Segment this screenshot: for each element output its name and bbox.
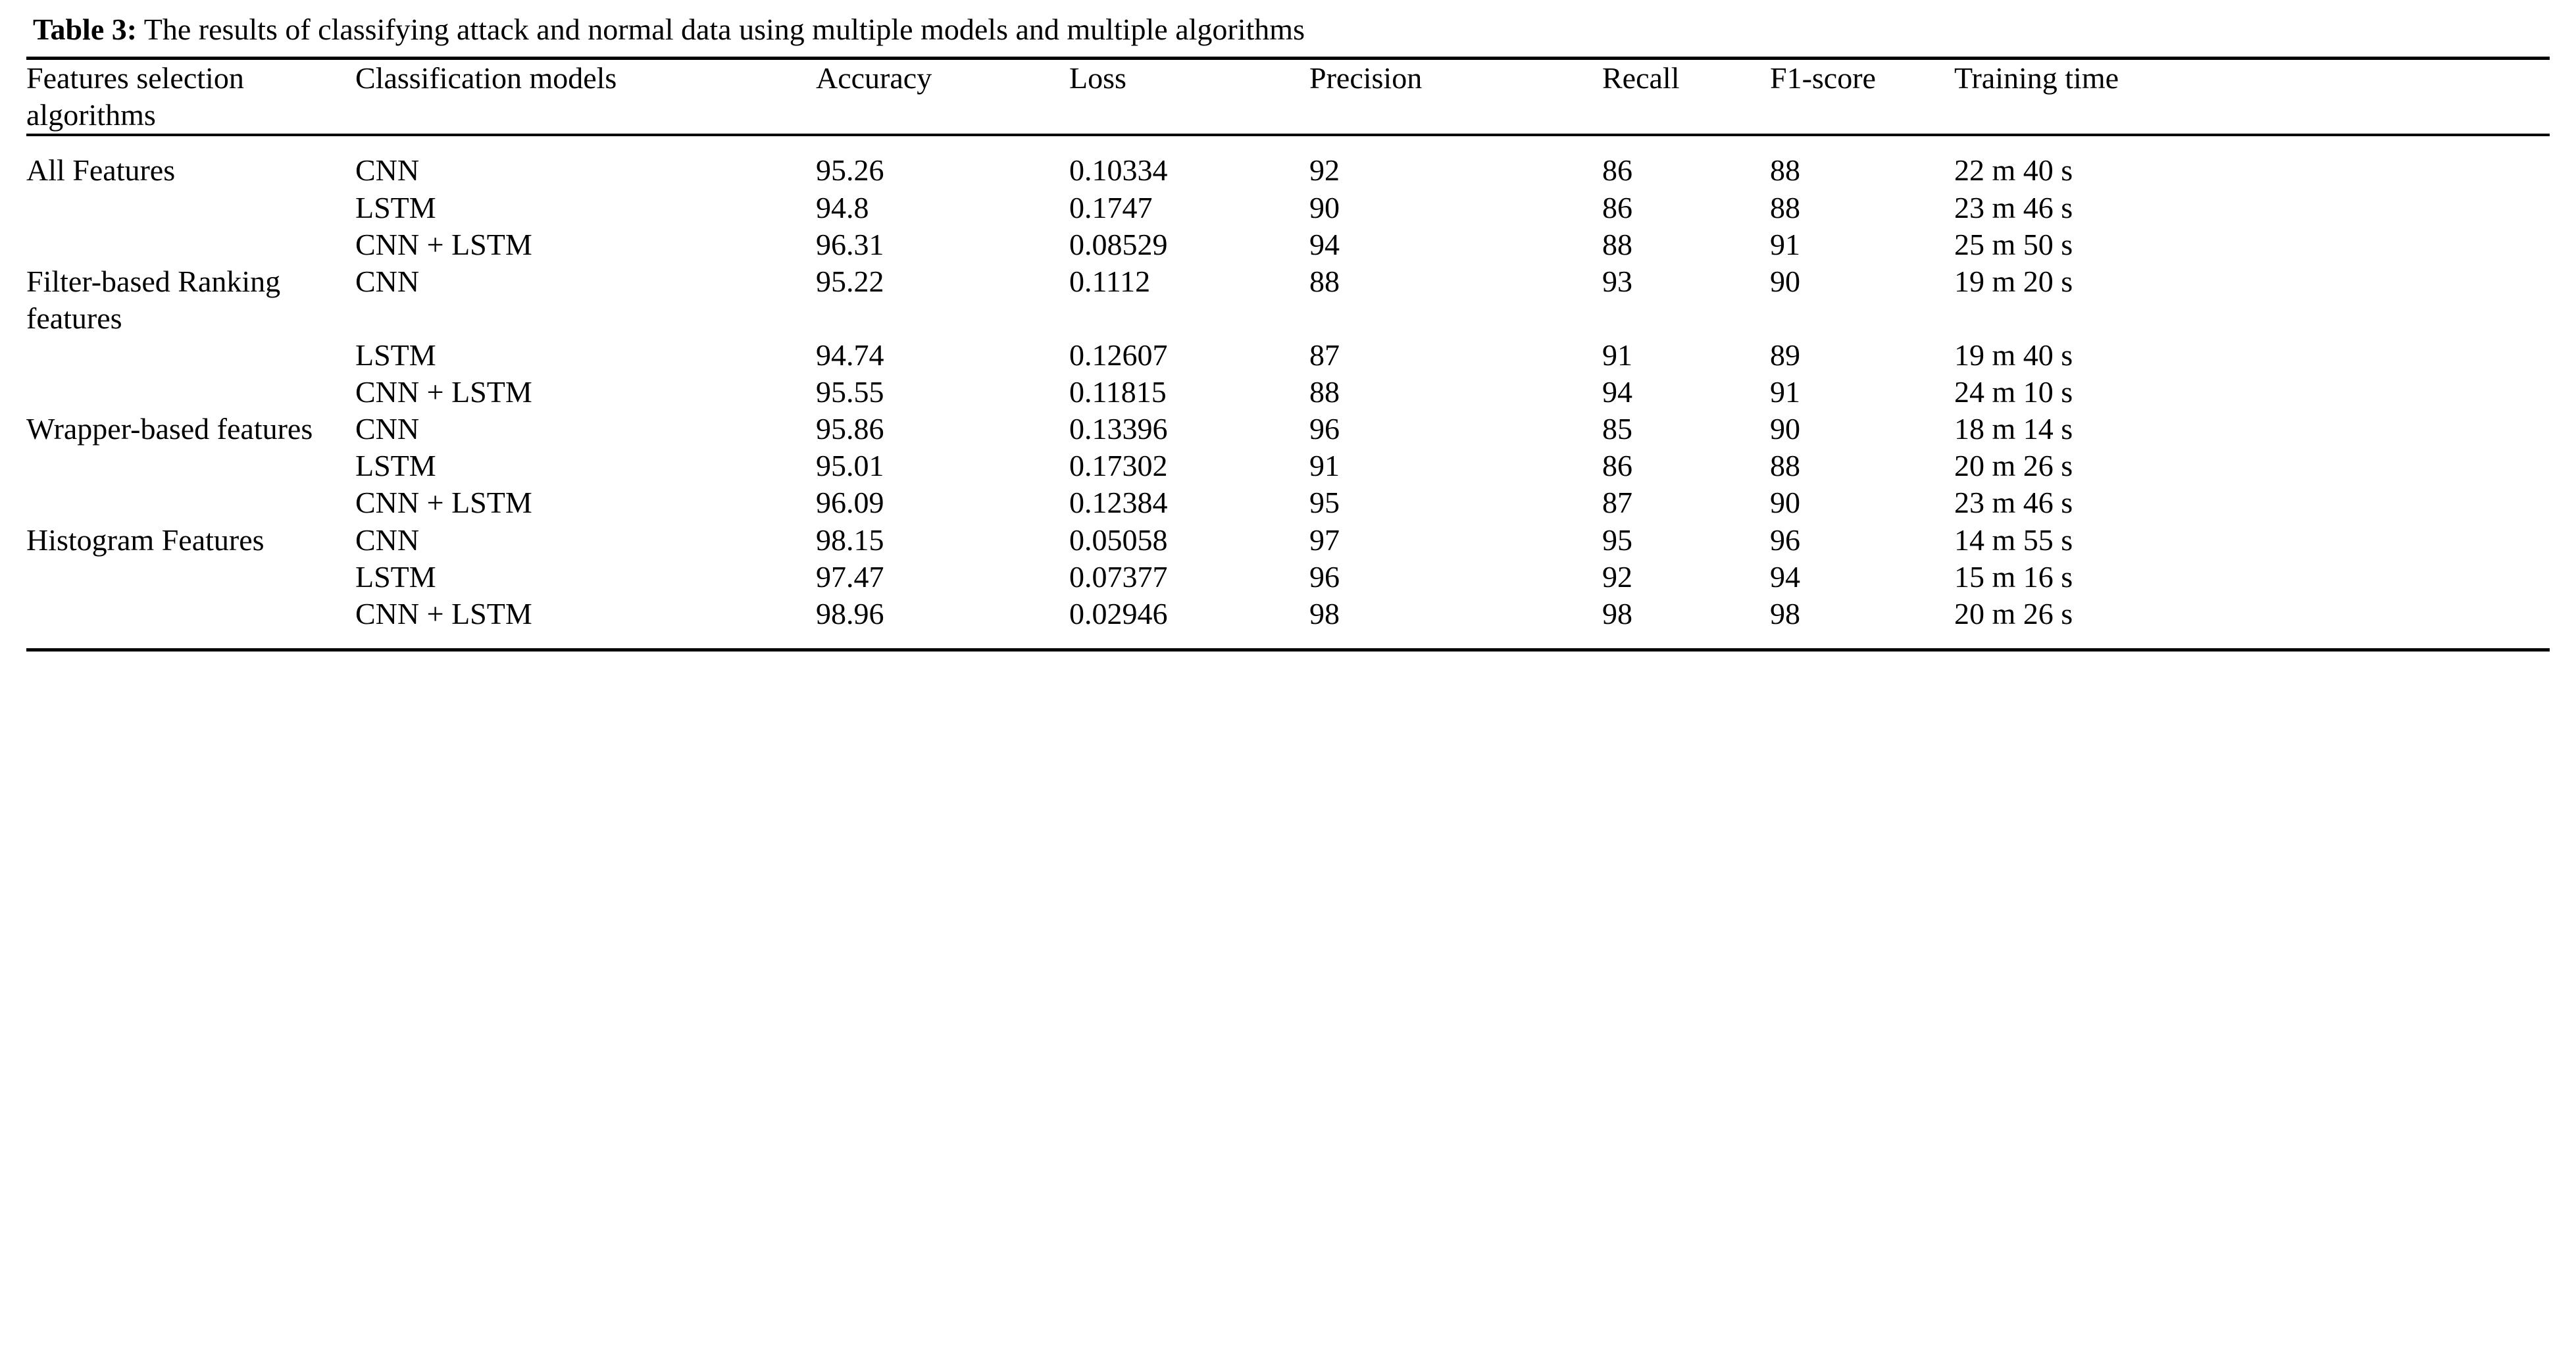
- cell-f1: 88: [1770, 449, 1800, 483]
- cell-recall: 86: [1602, 153, 1632, 188]
- cell-time: 15 m 16 s: [1954, 559, 2073, 594]
- cell-loss: 0.1747: [1069, 190, 1153, 224]
- cell-precision: 90: [1309, 190, 1340, 224]
- cell-precision: 94: [1309, 227, 1340, 261]
- cell-recall: 92: [1602, 559, 1632, 594]
- cell-accuracy: 98.96: [816, 596, 884, 630]
- table-page: [0, 0, 2576, 671]
- cell-group: All Features: [26, 153, 176, 188]
- cell-f1: 88: [1770, 153, 1800, 188]
- cell-precision: 95: [1309, 486, 1340, 520]
- column-header-training-time: Training time: [1954, 59, 2550, 136]
- cell-model: CNN + LSTM: [355, 596, 532, 630]
- table-row: [26, 263, 2550, 337]
- cell-recall: 86: [1602, 190, 1632, 224]
- cell-precision: 96: [1309, 559, 1340, 594]
- cell-group: Filter-based Ranking features: [26, 264, 281, 335]
- cell-accuracy: 95.22: [816, 264, 884, 298]
- cell-loss: 0.05058: [1069, 523, 1168, 557]
- cell-recall: 94: [1602, 375, 1632, 409]
- cell-loss: 0.13396: [1069, 412, 1168, 446]
- cell-loss: 0.08529: [1069, 227, 1168, 261]
- cell-accuracy: 98.15: [816, 523, 884, 557]
- cell-model: LSTM: [355, 190, 436, 224]
- cell-precision: 92: [1309, 153, 1340, 188]
- cell-group: Histogram Features: [26, 523, 265, 557]
- column-header-f1-score: F1-score: [1770, 59, 1954, 136]
- caption-text: The results of classifying attack and normal data using multiple models and multiple algorithms: [143, 13, 1305, 46]
- cell-time: 19 m 40 s: [1954, 338, 2073, 372]
- table-bottom-rule: [26, 648, 2550, 652]
- cell-precision: 91: [1309, 449, 1340, 483]
- cell-precision: 88: [1309, 375, 1340, 409]
- cell-recall: 85: [1602, 412, 1632, 446]
- cell-loss: 0.11815: [1069, 375, 1167, 409]
- caption-label: Table 3:: [33, 13, 138, 46]
- cell-model: CNN: [355, 412, 420, 446]
- table-row: [26, 337, 2550, 374]
- cell-precision: 88: [1309, 264, 1340, 298]
- cell-precision: 96: [1309, 412, 1340, 446]
- cell-time: 18 m 14 s: [1954, 412, 2073, 446]
- table-caption: [33, 12, 2550, 47]
- cell-accuracy: 95.26: [816, 153, 884, 188]
- cell-time: 20 m 26 s: [1954, 449, 2073, 483]
- cell-precision: 98: [1309, 596, 1340, 630]
- table-row: [26, 522, 2550, 559]
- column-header-classification-models: Classification models: [355, 59, 816, 136]
- cell-f1: 90: [1770, 412, 1800, 446]
- cell-time: 23 m 46 s: [1954, 190, 2073, 224]
- cell-time: 20 m 26 s: [1954, 596, 2073, 630]
- cell-group: [26, 559, 355, 596]
- cell-loss: 0.02946: [1069, 596, 1168, 630]
- cell-f1: 90: [1770, 486, 1800, 520]
- table-row: [26, 226, 2550, 263]
- cell-time: 25 m 50 s: [1954, 227, 2073, 261]
- cell-accuracy: 94.74: [816, 338, 884, 372]
- table-row: [26, 559, 2550, 596]
- table-row: [26, 374, 2550, 411]
- table-body: [26, 135, 2550, 648]
- cell-precision: 87: [1309, 338, 1340, 372]
- column-header-loss: Loss: [1069, 59, 1309, 136]
- table-row: [26, 484, 2550, 521]
- cell-precision: 97: [1309, 523, 1340, 557]
- cell-f1: 98: [1770, 596, 1800, 630]
- cell-loss: 0.07377: [1069, 559, 1168, 594]
- cell-loss: 0.10334: [1069, 153, 1168, 188]
- cell-time: 14 m 55 s: [1954, 523, 2073, 557]
- cell-group: Wrapper-based features: [26, 412, 313, 446]
- cell-f1: 90: [1770, 264, 1800, 298]
- cell-time: 19 m 20 s: [1954, 264, 2073, 298]
- cell-group: [26, 374, 355, 411]
- cell-model: CNN + LSTM: [355, 486, 532, 520]
- table-row: [26, 447, 2550, 484]
- cell-time: 22 m 40 s: [1954, 153, 2073, 188]
- cell-group: [26, 596, 355, 648]
- cell-accuracy: 96.31: [816, 227, 884, 261]
- cell-recall: 93: [1602, 264, 1632, 298]
- cell-model: CNN: [355, 523, 420, 557]
- cell-group: [26, 447, 355, 484]
- table-row: [26, 190, 2550, 226]
- table-head: [26, 59, 2550, 136]
- cell-group: [26, 190, 355, 226]
- cell-loss: 0.12607: [1069, 338, 1168, 372]
- table-row: [26, 135, 2550, 189]
- cell-recall: 87: [1602, 486, 1632, 520]
- cell-recall: 88: [1602, 227, 1632, 261]
- cell-time: 23 m 46 s: [1954, 486, 2073, 520]
- cell-accuracy: 97.47: [816, 559, 884, 594]
- cell-recall: 95: [1602, 523, 1632, 557]
- cell-time: 24 m 10 s: [1954, 375, 2073, 409]
- cell-model: LSTM: [355, 559, 436, 594]
- cell-group: [26, 226, 355, 263]
- results-table: [26, 57, 2550, 648]
- cell-loss: 0.1112: [1069, 264, 1151, 298]
- cell-model: CNN: [355, 264, 420, 298]
- cell-f1: 91: [1770, 227, 1800, 261]
- cell-recall: 91: [1602, 338, 1632, 372]
- cell-f1: 91: [1770, 375, 1800, 409]
- cell-group: [26, 484, 355, 521]
- cell-model: LSTM: [355, 449, 436, 483]
- cell-group: [26, 337, 355, 374]
- cell-accuracy: 96.09: [816, 486, 884, 520]
- cell-accuracy: 95.55: [816, 375, 884, 409]
- column-header-precision: Precision: [1309, 59, 1602, 136]
- cell-recall: 98: [1602, 596, 1632, 630]
- cell-model: LSTM: [355, 338, 436, 372]
- cell-recall: 86: [1602, 449, 1632, 483]
- cell-f1: 88: [1770, 190, 1800, 224]
- cell-f1: 94: [1770, 559, 1800, 594]
- column-header-recall: Recall: [1602, 59, 1770, 136]
- cell-model: CNN + LSTM: [355, 375, 532, 409]
- table-row: [26, 596, 2550, 648]
- cell-model: CNN + LSTM: [355, 227, 532, 261]
- column-header-features-selection-algorithms: Features selection algorithms: [26, 59, 355, 136]
- column-header-accuracy: Accuracy: [816, 59, 1069, 136]
- cell-model: CNN: [355, 153, 420, 188]
- cell-accuracy: 95.01: [816, 449, 884, 483]
- cell-accuracy: 94.8: [816, 190, 869, 224]
- cell-accuracy: 95.86: [816, 412, 884, 446]
- cell-f1: 89: [1770, 338, 1800, 372]
- table-row: [26, 411, 2550, 447]
- cell-f1: 96: [1770, 523, 1800, 557]
- cell-loss: 0.17302: [1069, 449, 1168, 483]
- cell-loss: 0.12384: [1069, 486, 1168, 520]
